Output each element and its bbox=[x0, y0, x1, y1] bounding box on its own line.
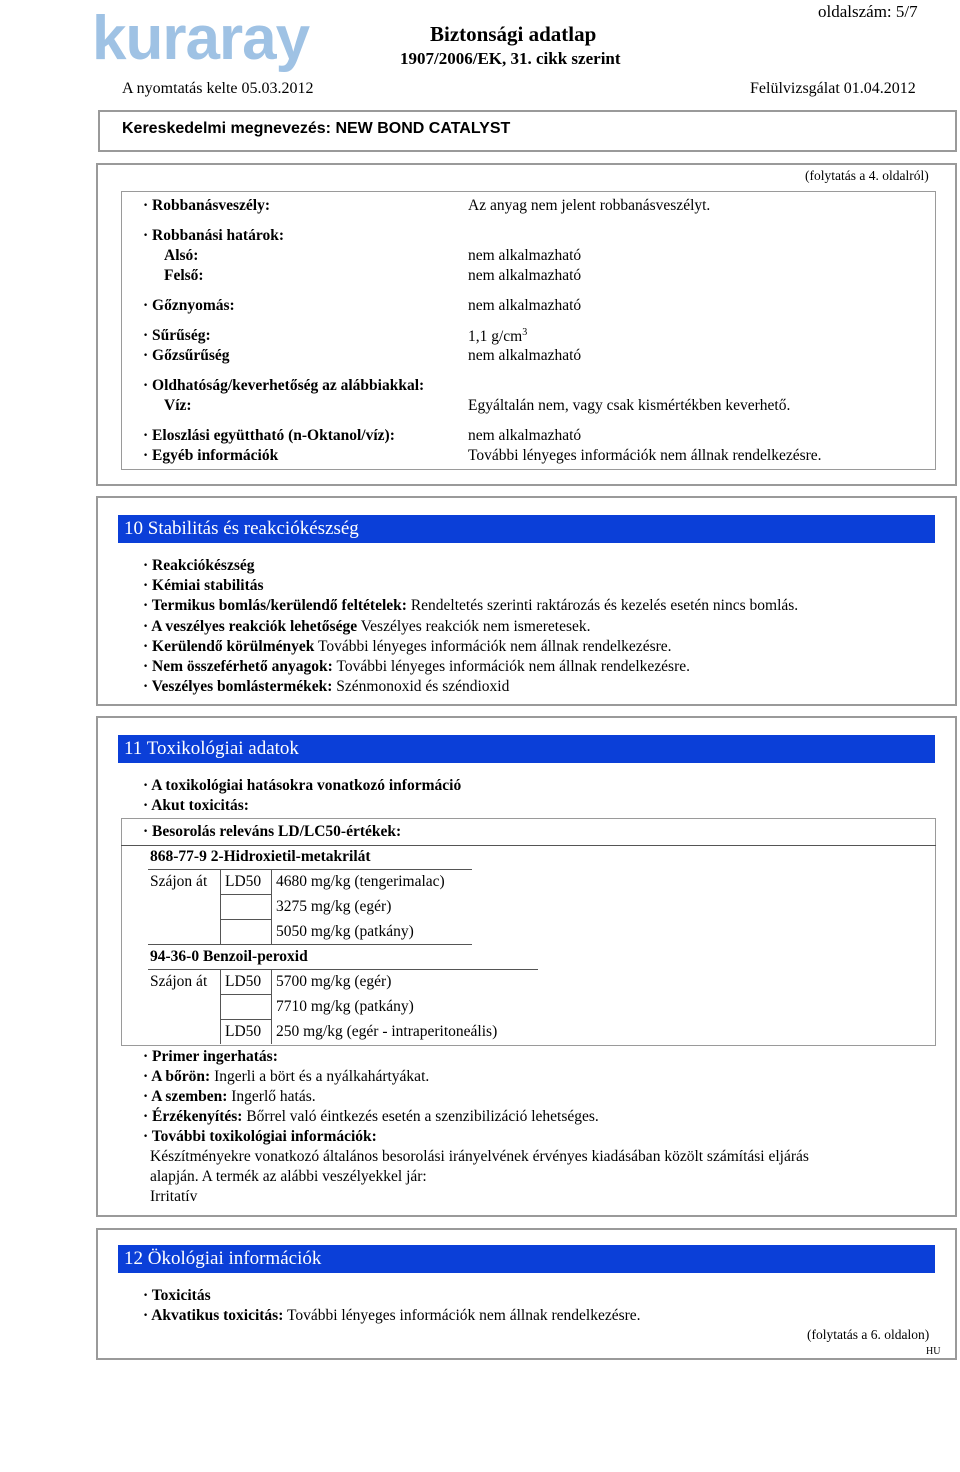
substance-1-route: Szájon át bbox=[150, 873, 208, 890]
chemical-stability: · Kémiai stabilitás bbox=[143, 577, 264, 594]
additional-tox-line-3: Irritatív bbox=[150, 1188, 198, 1205]
substance-1: 868-77-9 2-Hidroxietil-metakrilát bbox=[150, 848, 371, 865]
density-value: 1,1 $g/cm^3$ bbox=[468, 327, 528, 346]
lower-limit-label: Alsó: bbox=[164, 247, 199, 264]
substance-1-value-1: 4680 mg/kg (tengerimalac) bbox=[276, 873, 445, 890]
aquatic-toxicity: · Akvatikus toxicitás: További lényeges információk nem állnak rendelkezésre. bbox=[143, 1307, 641, 1324]
incompatible-materials: · Nem összeférhető anyagok: További lényeges információk nem állnak rendelkezésre. bbox=[143, 658, 690, 675]
substance-2-route: Szájon át bbox=[150, 973, 208, 990]
s2-grid-h1 bbox=[220, 994, 272, 995]
solubility-label: · Oldhatóság/keverhetőség az alábbiakkal: bbox=[143, 377, 425, 394]
vapour-pressure-label: · Gőznyomás: bbox=[143, 297, 235, 314]
additional-tox-line-2: alapján. A termék az alábbi veszélyekkel jár: bbox=[150, 1168, 427, 1185]
ld-values-label: · Besorolás releváns LD/LC50-értékek: bbox=[143, 823, 402, 840]
substance-1-value-2: 3275 mg/kg (egér) bbox=[276, 898, 392, 915]
section-12-heading: 12 Ökológiai információk bbox=[118, 1245, 935, 1273]
explosion-value: Az anyag nem jelent robbanásveszélyt. bbox=[468, 197, 711, 214]
toxicity: · Toxicitás bbox=[143, 1287, 211, 1304]
print-date: A nyomtatás kelte 05.03.2012 bbox=[122, 80, 314, 97]
other-info-value: További lényeges információk nem állnak rendelkezésre. bbox=[468, 447, 822, 464]
water-label: Víz: bbox=[164, 397, 192, 414]
section-11-heading: 11 Toxikológiai adatok bbox=[118, 735, 935, 763]
substance-1-value-3: 5050 mg/kg (patkány) bbox=[276, 923, 414, 940]
partition-value: nem alkalmazható bbox=[468, 427, 582, 444]
trade-name: Kereskedelmi megnevezés: NEW BOND CATALYST bbox=[122, 120, 511, 137]
s2-grid-top bbox=[148, 969, 538, 970]
s2-grid-v2 bbox=[271, 969, 272, 1044]
s1-grid-v1 bbox=[220, 869, 221, 944]
revision-date: Felülvizsgálat 01.04.2012 bbox=[750, 80, 916, 97]
additional-tox-line-1: Készítményekre vonatkozó általános besorolási irányelvének érvényes kiadásában közölt számítási eljárás bbox=[150, 1148, 809, 1165]
vapour-density-value: nem alkalmazható bbox=[468, 347, 582, 364]
substance-2-value-1: 5700 mg/kg (egér) bbox=[276, 973, 392, 990]
substance-2-value-2: 7710 mg/kg (patkány) bbox=[276, 998, 414, 1015]
continued-on: (folytatás a 6. oldalon) bbox=[807, 1327, 930, 1342]
vapour-density-label: · Gőzsűrűség bbox=[143, 347, 230, 364]
company-logo: kuraray bbox=[92, 4, 310, 73]
limits-label: · Robbanási határok: bbox=[143, 227, 284, 244]
s1-grid-v2 bbox=[271, 869, 272, 944]
substance-2-value-3: 250 mg/kg (egér - intraperitoneális) bbox=[276, 1023, 498, 1040]
document-subtitle: 1907/2006/EK, 31. cikk szerint bbox=[400, 49, 621, 68]
continued-from: (folytatás a 4. oldalról) bbox=[805, 168, 929, 183]
additional-tox-label: · További toxikológiai információk: bbox=[143, 1128, 377, 1145]
explosion-label: · Robbanásveszély: bbox=[143, 197, 271, 214]
vapour-pressure-value: nem alkalmazható bbox=[468, 297, 582, 314]
page-number: oldalszám: 5/7 bbox=[818, 2, 918, 21]
eye-effect: · A szemben: Ingerlő hatás. bbox=[143, 1088, 316, 1105]
document-title: Biztonsági adatlap bbox=[430, 22, 597, 46]
s1-grid-bottom bbox=[148, 944, 472, 945]
s1-grid-top bbox=[148, 869, 472, 870]
s2-grid-h2 bbox=[220, 1019, 272, 1020]
lower-limit-value: nem alkalmazható bbox=[468, 247, 582, 264]
ld-values-divider bbox=[121, 845, 936, 846]
language-code: HU bbox=[926, 1346, 941, 1357]
density-label: · Sűrűség: bbox=[143, 327, 211, 344]
skin-effect: · A bőrön: Ingerli a bört és a nyálkahártyákat. bbox=[143, 1068, 430, 1085]
substance-1-ld50: LD50 bbox=[225, 873, 262, 890]
other-info-label: · Egyéb információk bbox=[143, 447, 279, 464]
hazardous-reactions: · A veszélyes reakciók lehetősége Veszélyes reakciók nem ismeretesek. bbox=[143, 618, 591, 635]
acute-toxicity: · Akut toxicitás: bbox=[143, 797, 249, 814]
upper-limit-label: Felső: bbox=[164, 267, 204, 284]
substance-2-ld50: LD50 bbox=[225, 973, 262, 990]
substance-2: 94-36-0 Benzoil-peroxid bbox=[150, 948, 308, 965]
upper-limit-value: nem alkalmazható bbox=[468, 267, 582, 284]
water-value: Egyáltalán nem, vagy csak kismértékben keverhető. bbox=[468, 397, 791, 414]
thermal-decomposition: · Termikus bomlás/kerülendő feltételek: Rendeltetés szerinti raktározás és kezelés esetén nincs bomlás. bbox=[143, 597, 799, 614]
substance-2-ld50-ip: LD50 bbox=[225, 1023, 262, 1040]
primary-irritation: · Primer ingerhatás: bbox=[143, 1048, 278, 1065]
s1-grid-h1 bbox=[220, 894, 272, 895]
s1-grid-h2 bbox=[220, 919, 272, 920]
sensitisation: · Érzékenyítés: Bőrrel való éintkezés esetén a szenzibilizáció lehetséges. bbox=[143, 1108, 599, 1125]
toxicological-info: · A toxikológiai hatásokra vonatkozó információ bbox=[143, 777, 462, 794]
decomposition-products: · Veszélyes bomlástermékek: Szénmonoxid és széndioxid bbox=[143, 678, 510, 695]
reactivity: · Reakciókészség bbox=[143, 557, 255, 574]
partition-label: · Eloszlási együttható (n-Oktanol/víz): bbox=[143, 427, 395, 444]
section-10-heading: 10 Stabilitás és reakciókészség bbox=[118, 515, 935, 543]
conditions-to-avoid: · Kerülendő körülmények További lényeges információk nem állnak rendelkezésre. bbox=[143, 638, 672, 655]
s2-grid-v1 bbox=[220, 969, 221, 1044]
